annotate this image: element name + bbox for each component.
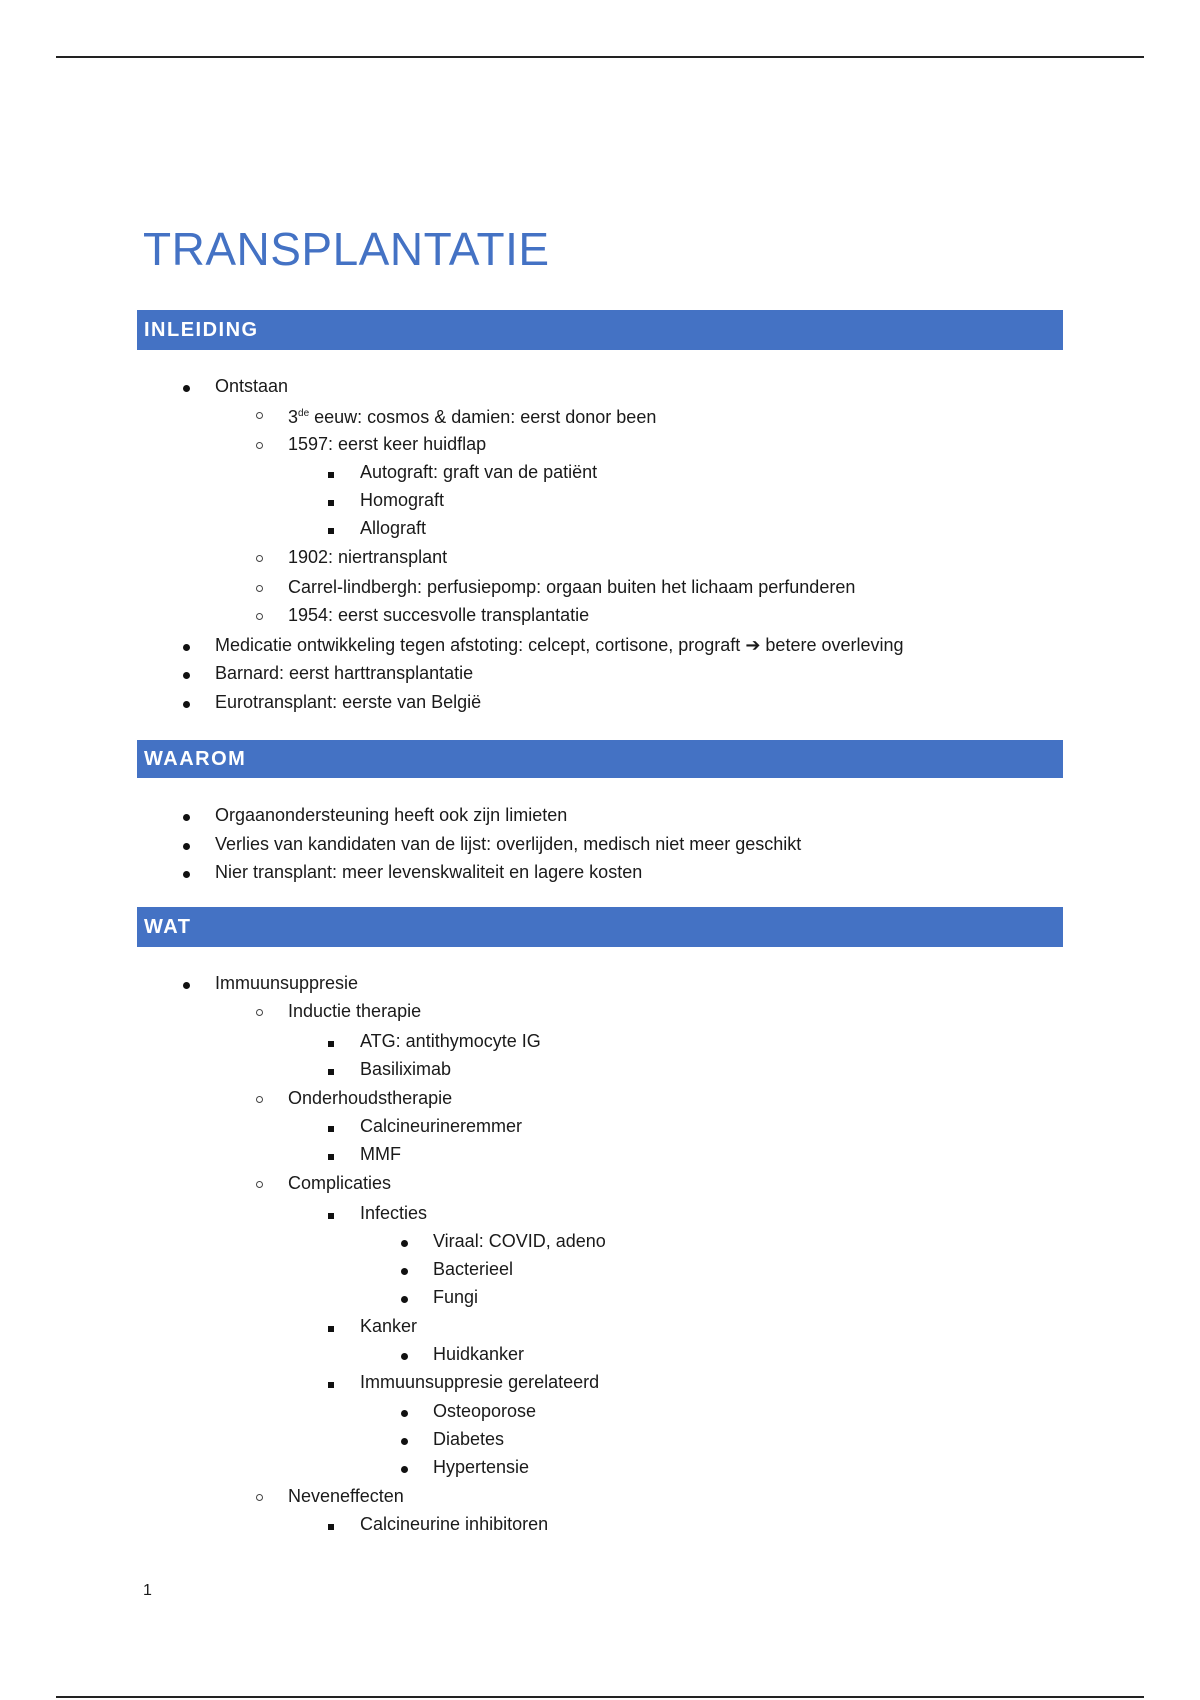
list-item: Ontstaan	[215, 374, 288, 398]
list-item: 1954: eerst succesvolle transplantatie	[288, 603, 589, 627]
list-item: Kanker	[360, 1314, 417, 1338]
list-item: Medicatie ontwikkeling tegen afstoting: celcept, cortisone, prograft ➔ betere overleving	[215, 633, 904, 657]
list-item: Allograft	[360, 516, 426, 540]
list-item: Inductie therapie	[288, 999, 421, 1023]
list-item: Barnard: eerst harttransplantatie	[215, 661, 473, 685]
list-item: Calcineurineremmer	[360, 1114, 522, 1138]
section-heading-wat: WAT	[137, 907, 1063, 947]
list-item: Verlies van kandidaten van de lijst: overlijden, medisch niet meer geschikt	[215, 832, 801, 856]
section-heading-inleiding: INLEIDING	[137, 310, 1063, 350]
list-item: Carrel-lindbergh: perfusiepomp: orgaan buiten het lichaam perfunderen	[288, 575, 855, 599]
list-item: Neveneffecten	[288, 1484, 404, 1508]
list-item: ATG: antithymocyte IG	[360, 1029, 541, 1053]
list-item: 3de eeuw: cosmos & damien: eerst donor been	[288, 402, 656, 429]
footer-rule	[56, 1696, 1144, 1698]
list-item: Eurotransplant: eerste van België	[215, 690, 481, 714]
page-number: 1	[143, 1582, 152, 1599]
list-item: Autograft: graft van de patiënt	[360, 460, 597, 484]
list-item: Immuunsuppresie gerelateerd	[360, 1370, 599, 1394]
list-item: MMF	[360, 1142, 401, 1166]
page-title: TRANSPLANTATIE	[143, 223, 550, 275]
list-item: Hypertensie	[433, 1455, 529, 1479]
list-item: Orgaanondersteuning heeft ook zijn limieten	[215, 803, 567, 827]
list-item: Calcineurine inhibitoren	[360, 1512, 548, 1536]
list-item: 1597: eerst keer huidflap	[288, 432, 486, 456]
list-item: Fungi	[433, 1285, 478, 1309]
list-item: Infecties	[360, 1201, 427, 1225]
arrow-right-icon: ➔	[745, 635, 761, 655]
list-item: 1902: niertransplant	[288, 545, 447, 569]
list-item: Viraal: COVID, adeno	[433, 1229, 606, 1253]
list-item: Complicaties	[288, 1171, 391, 1195]
list-item: Osteoporose	[433, 1399, 536, 1423]
list-item: Bacterieel	[433, 1257, 513, 1281]
section-heading-waarom: WAAROM	[137, 740, 1063, 778]
list-item: Onderhoudstherapie	[288, 1086, 452, 1110]
list-item: Diabetes	[433, 1427, 504, 1451]
header-rule	[56, 56, 1144, 58]
list-item: Immuunsuppresie	[215, 971, 358, 995]
list-item: Basiliximab	[360, 1057, 451, 1081]
list-item: Homograft	[360, 488, 444, 512]
list-item: Huidkanker	[433, 1342, 524, 1366]
list-item: Nier transplant: meer levenskwaliteit en lagere kosten	[215, 860, 642, 884]
